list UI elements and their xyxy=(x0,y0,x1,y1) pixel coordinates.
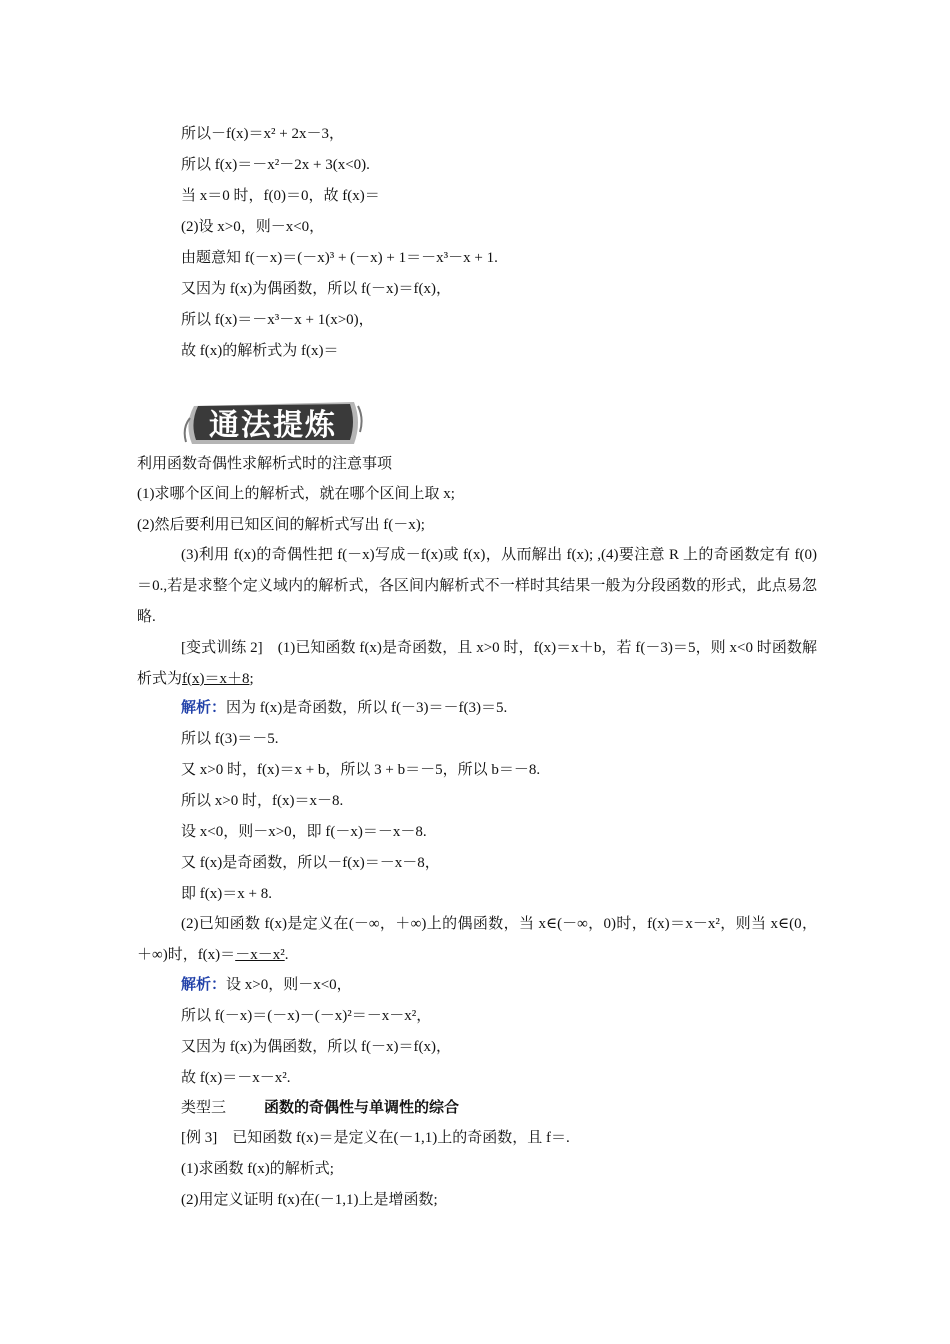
solution-line: 故 f(x)＝－x－x². xyxy=(181,1070,291,1086)
solution-line: 又 f(x)是奇函数，所以－f(x)＝－x－8， xyxy=(181,855,440,871)
method-heading: 利用函数奇偶性求解析式时的注意事项 xyxy=(137,456,393,472)
solution-line: 又因为 f(x)为偶函数，所以 f(－x)＝f(x)， xyxy=(181,281,451,297)
solution-text: 设 x>0，则－x<0， xyxy=(226,977,352,993)
example-line: (1)求函数 f(x)的解析式; xyxy=(181,1161,334,1177)
solution-line: 所以 f(x)＝－x²－2x + 3(x<0). xyxy=(181,157,370,173)
solution-line: 所以 f(3)＝－5. xyxy=(181,731,279,747)
type-label: 类型三 xyxy=(181,1100,227,1116)
solution-line: 所以－f(x)＝x² + 2x－3， xyxy=(181,126,344,142)
solution-line: 即 f(x)＝x + 8. xyxy=(181,886,272,902)
question-text: (2)已知函数 f(x)是定义在(－∞，＋∞)上的偶函数，当 x∈(－∞，0)时，f(x)＝x－x²，则当 x∈(0，＋∞)时，f(x)＝ xyxy=(137,916,817,963)
solution-line: 又因为 f(x)为偶函数，所以 f(－x)＝f(x)， xyxy=(181,1039,451,1055)
solution-line: 当 x＝0 时，f(0)＝0，故 f(x)＝ xyxy=(181,188,380,204)
type-title: 函数的奇偶性与单调性的综合 xyxy=(264,1100,460,1116)
answer-blank: －x－x² xyxy=(235,947,285,963)
solution-line: 所以 x>0 时，f(x)＝x－8. xyxy=(181,793,344,809)
method-point: (3)利用 f(x)的奇偶性把 f(－x)写成－f(x)或 f(x)，从而解出 f(x); ,(4)要注意 R 上的奇函数定有 f(0)＝0.,若是求整个定义域内的解析式，各区间内解析式不一样时其结果一般为分段函数的形式，此点易忽略. xyxy=(137,547,817,625)
example-line: [例 3] 已知函数 f(x)＝是定义在(－1,1)上的奇函数，且 f＝. xyxy=(181,1130,570,1146)
jiexi-label: 解析： xyxy=(181,977,227,993)
type-heading xyxy=(181,1098,459,1118)
answer-blank: f(x)＝x＋8 xyxy=(182,671,250,687)
solution-line: (2)设 x>0，则－x<0， xyxy=(181,219,325,235)
example-line: (2)用定义证明 f(x)在(－1,1)上是增函数; xyxy=(181,1192,438,1208)
solution-line: 所以 f(x)＝－x³－x + 1(x>0)， xyxy=(181,312,374,328)
question-punct: ; xyxy=(249,671,254,687)
solution-line: 故 f(x)的解析式为 f(x)＝ xyxy=(181,343,339,359)
solution-line: 由题意知 f(－x)＝(－x)³ + (－x) + 1＝－x³－x + 1. xyxy=(181,250,498,266)
solution-text: 因为 f(x)是奇函数，所以 f(－3)＝－f(3)＝5. xyxy=(226,700,508,716)
solution-line: 所以 f(－x)＝(－x)－(－x)²＝－x－x²， xyxy=(181,1008,432,1024)
method-point: (2)然后要利用已知区间的解析式写出 f(－x); xyxy=(137,517,425,533)
banner-title: 通法提炼 xyxy=(209,408,337,443)
solution-line: 设 x<0，则－x>0，即 f(－x)＝－x－8. xyxy=(181,824,427,840)
question-punct: . xyxy=(284,947,289,963)
jiexi-label: 解析： xyxy=(181,700,227,716)
question-text: [变式训练 2] (1)已知函数 f(x)是奇函数，且 x>0 时，f(x)＝x＋b，若 f(－3)＝5，则 x<0 时函数解析式为 xyxy=(137,640,817,687)
variant-question-2 xyxy=(137,909,817,971)
variant-question-1 xyxy=(137,633,817,695)
solution-line xyxy=(181,698,507,718)
section-banner xyxy=(182,398,364,448)
solution-line xyxy=(181,975,352,995)
method-point: (1)求哪个区间上的解析式，就在哪个区间上取 x; xyxy=(137,486,455,502)
solution-line: 又 x>0 时，f(x)＝x + b，所以 3 + b＝－5，所以 b＝－8. xyxy=(181,762,541,778)
